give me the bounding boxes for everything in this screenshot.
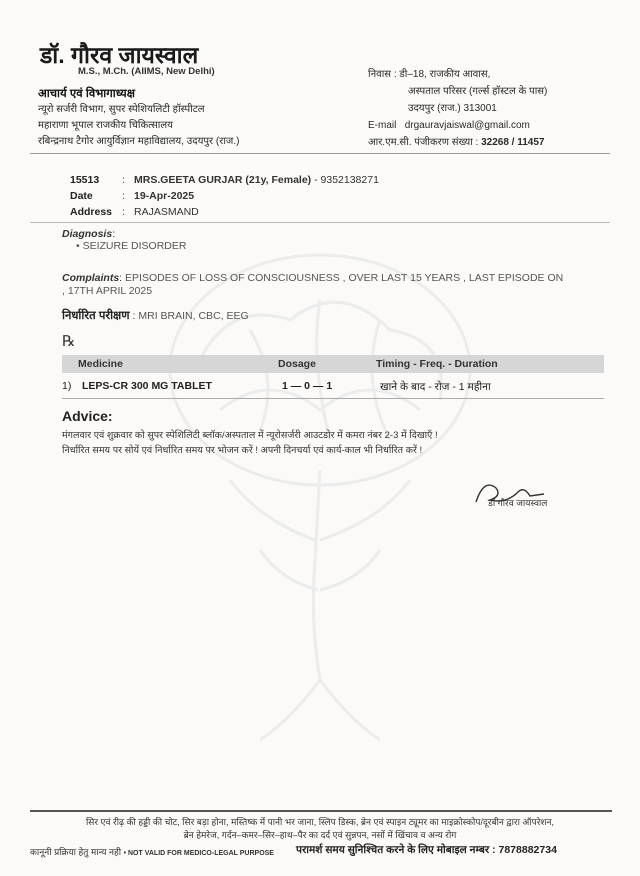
college-line: रबिन्द्रनाथ टैगोर आयुर्विज्ञान महाविद्यालय, उदयपुर (राज.) xyxy=(38,136,240,147)
registration-number: 32268 / 11457 xyxy=(481,137,545,148)
investigations-list: MRI BRAIN, CBC, EEG xyxy=(138,310,249,322)
patient-address: RAJASMAND xyxy=(134,206,199,218)
patient-name: MRS.GEETA GURJAR (21y, Female) xyxy=(134,174,312,186)
address-line-2: अस्पताल परिसर (गर्ल्स हॉस्टल के पास) xyxy=(408,86,548,97)
investigations-label: निर्धारित परीक्षण xyxy=(62,310,130,322)
address-line-1: डी–18, राजकीय आवास, xyxy=(399,69,491,80)
medicine-timing: खाने के बाद - रोज - 1 महीना xyxy=(380,381,491,393)
doctor-name: डॉ. गौरव जायस्वाल xyxy=(40,42,199,68)
address-label: निवास : xyxy=(368,69,397,80)
email-address: drgauravjaiswal@gmail.com xyxy=(404,120,530,131)
registration-label: आर.एम.सी. पंजीकरण संख्या : xyxy=(368,137,479,148)
complaints-line-1: EPISODES OF LOSS OF CONSCIOUSNESS , OVER LAST 15 YEARS , LAST EPISODE ON xyxy=(125,272,564,284)
advice-line-1: मंगलवार एवं शुक्रवार को सुपर स्पेशिलिटी ब्लॉक/अस्पताल में न्यूरोसर्जरी आउटडोर में कमरा नंबर 2-3 में दिखाएँ ! xyxy=(62,430,438,441)
date-label: Date xyxy=(70,190,93,202)
advice-title: Advice: xyxy=(62,408,113,424)
table-divider xyxy=(62,398,604,399)
hospital-line: महाराणा भूपाल राजकीय चिकित्सालय xyxy=(38,120,173,131)
patient-id: 15513 xyxy=(70,174,100,186)
timing-header: Timing - Freq. - Duration xyxy=(376,358,498,370)
address-line-3: उदयपुर (राज.) 313001 xyxy=(408,103,497,114)
footer-divider xyxy=(30,810,612,812)
department-line: न्यूरो सर्जरी विभाग, सुपर स्पेशियलिटी हॉस्पीटल xyxy=(38,104,205,115)
patient-info: 15513 : MRS.GEETA GURJAR (21y, Female) - 9352138271 Date : 19-Apr-2025 Address : RAJASMAND xyxy=(70,174,379,218)
medicine-dosage: 1 — 0 — 1 xyxy=(282,380,333,392)
complaints-label: Complaints xyxy=(62,272,120,284)
footer-services-line-2: ब्रेन हेमरेज, गर्दन–कमर–सिर–हाथ–पैर का दर्द एवं सुन्नपन, नसों में खिंचाव व अन्य रोग xyxy=(183,830,457,840)
medicine-table-header xyxy=(62,355,604,373)
investigations-section: निर्धारित परीक्षण : MRI BRAIN, CBC, EEG xyxy=(62,310,249,322)
medicine-header: Medicine xyxy=(78,358,123,370)
designation: आचार्य एवं विभागाध्यक्ष xyxy=(38,88,135,100)
header-divider xyxy=(30,153,610,154)
complaints-line-2: , 17TH APRIL 2025 xyxy=(62,285,153,297)
brain-tree-watermark xyxy=(140,240,500,800)
footer-services-line-1: सिर एवं रीढ़ की हड्डी की चोट, सिर बड़ा होना, मस्तिष्क में पानी भर जाना, स्लिप डिस्क, ब्रेन एवं स्पाइन ट्यूमर का माइक्रोस्कोप/दूरबीन द्वारा ऑपरेशन, xyxy=(85,817,555,827)
medicine-name: LEPS-CR 300 MG TABLET xyxy=(82,380,212,392)
contact-info xyxy=(368,66,547,151)
patient-phone: - 9352138271 xyxy=(314,174,379,186)
rx-symbol: ℞ xyxy=(62,332,76,350)
email-label: E-mail xyxy=(368,120,397,131)
doctor-signature: डॉ गौरव जायस्वाल xyxy=(488,498,548,508)
advice-line-2: निर्धारित समय पर सोयें एवं निर्धारित समय पर भोजन करें ! अपनी दिनचर्या एवं कार्य-काल भी निर्धारित करें ! xyxy=(62,445,423,456)
patient-address-label: Address xyxy=(70,206,113,218)
legal-note xyxy=(30,845,274,858)
legal-note-english: • NOT VALID FOR MEDICO-LEGAL PURPOSE xyxy=(123,850,274,857)
medicine-index: 1) xyxy=(62,380,72,392)
diagnosis-label: Diagnosis xyxy=(62,228,113,240)
diagnosis-item: SEIZURE DISORDER xyxy=(82,240,187,252)
complaints-section: Complaints: EPISODES OF LOSS OF CONSCIOUSNESS , OVER LAST 15 YEARS , LAST EPISODE ON , 17TH APRIL 2025 xyxy=(62,272,564,297)
table-row xyxy=(62,378,604,396)
doctor-degree: M.S., M.Ch. (AIIMS, New Delhi) xyxy=(78,66,215,77)
dosage-header: Dosage xyxy=(278,358,316,370)
appointment-phone: परामर्श समय सुनिश्चित करने के लिए मोबाइल नम्बर : 7878882734 xyxy=(296,844,557,856)
diagnosis-section: Diagnosis: • SEIZURE DISORDER xyxy=(62,228,187,252)
legal-note-hindi: कानूनी प्रक्रिया हेतु मान्य नही xyxy=(30,847,122,857)
visit-date: 19-Apr-2025 xyxy=(134,190,195,202)
patient-divider xyxy=(30,222,610,223)
department-info xyxy=(38,86,239,150)
